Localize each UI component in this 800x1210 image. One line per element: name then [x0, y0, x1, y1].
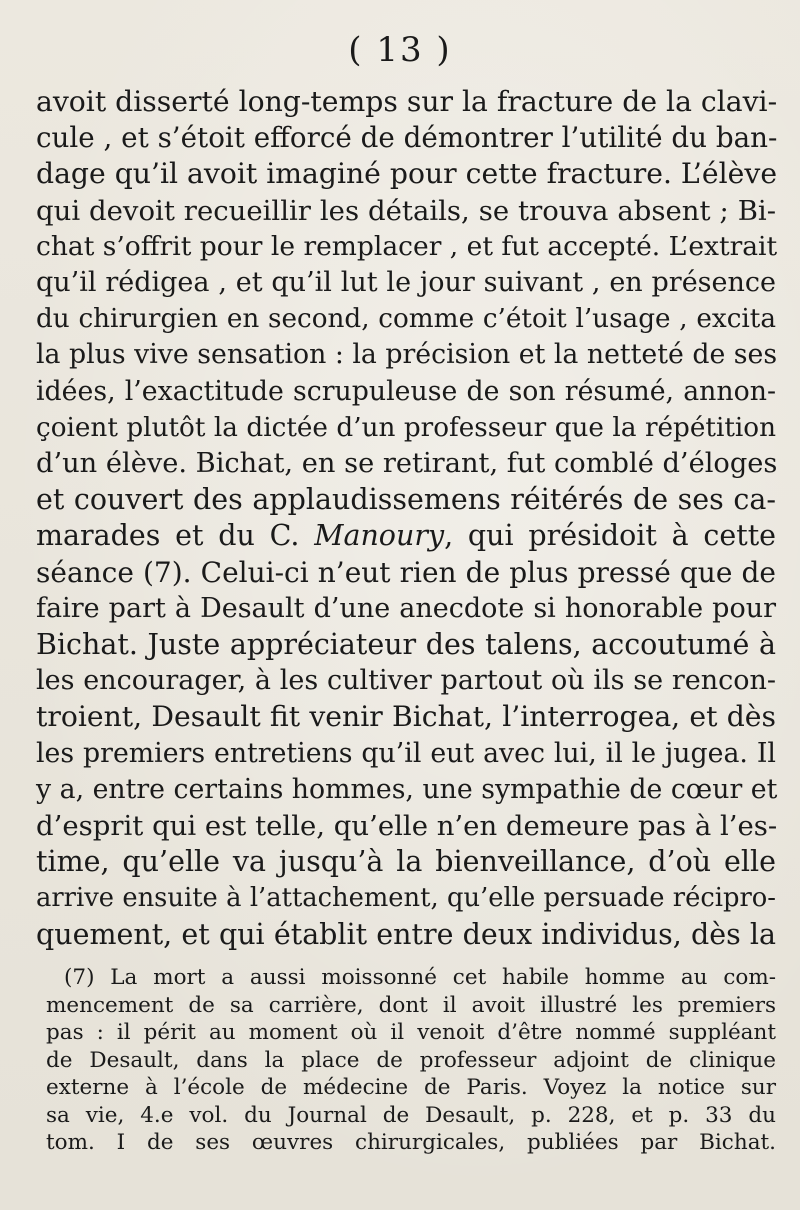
- body-line: çoient plutôt la dictée d’un professeur que la répétition: [36, 412, 776, 443]
- body-line: d’esprit qui est telle, qu’elle n’en demeure pas à l’es-: [36, 810, 778, 843]
- body-line: la plus vive sensation : la précision et la netteté de ses: [36, 339, 778, 371]
- body-line: idées, l’exactitude scrupuleuse de son résumé, annon-: [36, 375, 776, 407]
- body-line: les encourager, à les cultiver partout où ils se rencon-: [36, 665, 776, 697]
- footnote-line: de Desault, dans la place de professeur adjoint de clinique: [46, 1047, 776, 1073]
- body-line: et couvert des applaudissemens réitérés de ses ca-: [36, 483, 776, 517]
- body-line: cule , et s’étoit efforcé de démontrer l’utilité du ban-: [36, 121, 778, 155]
- footnote: [46, 964, 776, 1157]
- body-line: y a, entre certains hommes, une sympathie de cœur et: [36, 773, 778, 805]
- page-number: ( 13 ): [348, 30, 452, 70]
- footnote-line: (7) La mort a aussi moissonné cet habile homme au com-: [64, 965, 776, 990]
- body-line: du chirurgien en second, comme c’étoit l’usage , excita: [36, 304, 776, 335]
- body-line: faire part à Desault d’une anecdote si honorable pour: [36, 592, 776, 624]
- footnote-line: mencement de sa carrière, dont il avoit illustré les premiers: [46, 992, 776, 1018]
- footnote-line: pas : il périt au moment où il venoit d’être nommé suppléant: [46, 1020, 776, 1045]
- footnote-line: sa vie, 4.e vol. du Journal de Desault, p. 228, et p. 33 du: [46, 1102, 776, 1128]
- body-line: troient, Desault fit venir Bichat, l’interrogea, et dès: [36, 700, 776, 734]
- body-line: qui devoit recueillir les détails, se trouva absent ; Bi-: [36, 194, 776, 227]
- italic-name: Manoury: [314, 519, 445, 553]
- body-line: marades et du C. Manoury, qui présidoit à cette: [36, 519, 777, 553]
- body-line: les premiers entretiens qu’il eut avec lui, il le jugea. Il: [36, 737, 776, 769]
- body-line: chat s’offrit pour le remplacer , et fut accepté. L’extrait: [36, 230, 778, 262]
- body-line: arrive ensuite à l’attachement, qu’elle persuade récipro-: [36, 883, 776, 914]
- body-text: [36, 84, 776, 953]
- body-line: qu’il rédigea , et qu’il lut le jour suivant , en présence: [36, 267, 776, 299]
- body-line: quement, et qui établit entre deux individus, dès la: [36, 917, 776, 951]
- body-line: time, qu’elle va jusqu’à la bienveillance, d’où elle: [36, 845, 776, 879]
- body-line: avoit disserté long-temps sur la fracture de la clavi-: [36, 85, 778, 118]
- body-line: d’un élève. Bichat, en se retirant, fut comblé d’éloges: [36, 448, 778, 480]
- body-line: dage qu’il avoit imaginé pour cette fracture. L’élève: [36, 157, 778, 191]
- body-line: Bichat. Juste appréciateur des talens, accoutumé à: [36, 628, 776, 662]
- footnote-line: externe à l’école de médecine de Paris. Voyez la notice sur: [46, 1075, 776, 1100]
- body-line: séance (7). Celui-ci n’eut rien de plus pressé que de: [36, 555, 776, 589]
- footnote-line: tom. I de ses œuvres chirurgicales, publiées par Bichat.: [46, 1130, 776, 1155]
